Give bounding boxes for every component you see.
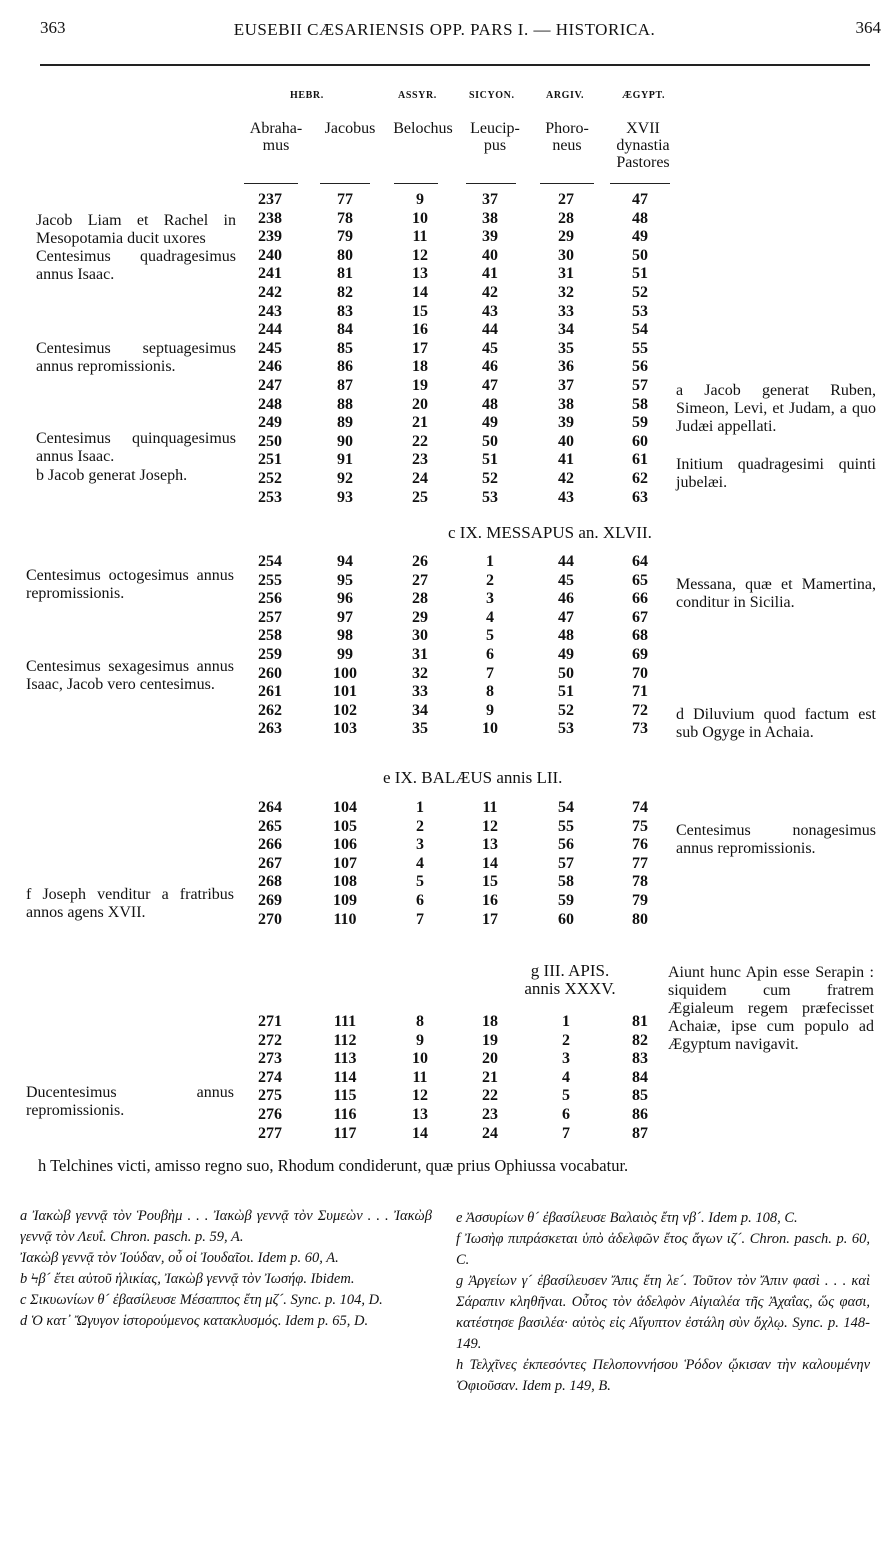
- table-cell: 253: [258, 488, 282, 506]
- table-cell: 21: [482, 1068, 498, 1086]
- table-cell: 82: [632, 1031, 648, 1049]
- table-cell: 260: [258, 664, 282, 682]
- table-cell: 11: [482, 799, 498, 816]
- table-cell: 113: [333, 1050, 357, 1068]
- footnote: b Ϟβ´ ἔτει αὐτοῦ ἡλικίας, Ἰακὼβ γεννᾷ τὸν Ἰωσήφ. Ibidem.: [20, 1271, 355, 1287]
- table-cell: 2: [486, 571, 494, 589]
- table-cell: 17: [412, 339, 428, 357]
- table-cell: 61: [632, 451, 648, 469]
- table-cell: 36: [558, 358, 574, 376]
- table-cell: 276: [258, 1106, 282, 1123]
- table-cell: 248: [258, 395, 282, 413]
- table-cell: 277: [258, 1124, 282, 1142]
- table-cell: 81: [337, 265, 353, 283]
- table-cell: 42: [558, 470, 574, 487]
- table-cell: 47: [482, 377, 498, 394]
- table-cell: 10: [482, 720, 498, 738]
- col-group-argiv: ARGIV.: [546, 90, 585, 101]
- table-cell: 1: [562, 1013, 570, 1030]
- section-heading: g III. APIS. annis XXXV.: [524, 961, 616, 998]
- table-cell: 38: [558, 395, 574, 413]
- left-note: Ducentesimus annus repromissionis.: [26, 1084, 234, 1119]
- table-cell: 72: [632, 701, 648, 719]
- table-cell: 34: [558, 321, 574, 339]
- table-cell: 24: [412, 470, 428, 487]
- table-cell: 54: [558, 799, 574, 816]
- table-cell: 13: [482, 836, 498, 854]
- table-cell: 19: [482, 1031, 498, 1049]
- table-cell: 14: [412, 284, 428, 301]
- footnotes-right: [456, 1208, 870, 1397]
- table-cell: 117: [333, 1124, 357, 1142]
- col-underline: [244, 183, 298, 184]
- table-cell: 105: [333, 817, 357, 835]
- table-cell: 246: [258, 358, 282, 376]
- table-cell: 48: [632, 209, 648, 227]
- table-cell: 51: [632, 265, 648, 283]
- footnote: d Ὁ κατ᾽ Ὤγυγον ἱστορούμενος κατακλυσμός. Idem p. 65, D.: [20, 1313, 369, 1329]
- table-cell: 43: [482, 302, 498, 320]
- table-cell: 38: [482, 209, 498, 227]
- table-cell: 12: [482, 817, 498, 835]
- left-note: f Joseph venditur a fratribus annos agens XVII.: [26, 886, 234, 921]
- table-cell: 255: [258, 571, 282, 589]
- left-note: b Jacob generat Joseph.: [36, 467, 188, 484]
- table-cell: 18: [412, 358, 428, 376]
- table-cell: 65: [632, 571, 648, 589]
- col-group-hebr: HEBR.: [290, 90, 324, 101]
- right-note: Messana, quæ et Mamertina, conditur in Sicilia.: [676, 576, 876, 611]
- table-cell: 27: [412, 571, 428, 589]
- table-cell: 109: [333, 892, 357, 909]
- page-number-right: 364: [855, 18, 881, 37]
- table-cell: 100: [333, 664, 357, 682]
- table-cell: 33: [558, 302, 574, 320]
- col-underline: [320, 183, 370, 184]
- table-cell: 52: [558, 701, 574, 719]
- table-cell: 70: [632, 664, 648, 682]
- table-cell: 106: [333, 836, 357, 854]
- section-heading: c IX. MESSAPUS an. XLVII.: [448, 523, 652, 542]
- table-cell: 23: [412, 451, 428, 469]
- table-cell: 25: [412, 488, 428, 506]
- table-cell: 55: [558, 817, 574, 835]
- col-pastores: XVII dynastia Pastores: [616, 120, 670, 171]
- table-cell: 14: [482, 854, 498, 872]
- table-cell: 56: [558, 836, 574, 854]
- table-cell: 39: [558, 414, 574, 432]
- table-cell: 84: [337, 321, 353, 339]
- table-cell: 35: [558, 339, 574, 357]
- table-cell: 241: [258, 265, 282, 283]
- table-cell: 44: [482, 321, 498, 339]
- table-cell: 26: [412, 553, 428, 570]
- col-leucippus: Leucip- pus: [470, 120, 520, 154]
- table-cell: 80: [337, 246, 353, 264]
- table-cell: 6: [562, 1106, 570, 1123]
- page-number-left: 363: [40, 18, 66, 37]
- table-cell: 259: [258, 646, 282, 663]
- table-cell: 242: [258, 284, 282, 301]
- section-heading: e IX. BALÆUS annis LII.: [383, 768, 563, 787]
- table-cell: 59: [632, 414, 648, 432]
- table-cell: 48: [558, 627, 574, 645]
- table-cell: 63: [632, 488, 648, 506]
- table-cell: 64: [632, 553, 648, 570]
- table-cell: 24: [482, 1124, 498, 1142]
- table-cell: 1: [416, 799, 424, 816]
- table-cell: 32: [412, 664, 428, 682]
- table-cell: 53: [632, 302, 648, 320]
- table-cell: 51: [558, 683, 574, 701]
- table-cell: 15: [412, 302, 428, 320]
- table-cell: 89: [337, 414, 353, 432]
- table-cell: 78: [632, 873, 648, 891]
- table-cell: 2: [416, 817, 424, 835]
- table-cell: 32: [558, 284, 574, 301]
- left-note: Centesimus septuagesimus annus repromissionis.: [36, 340, 236, 375]
- footnote: e Ἀσσυρίων θ´ ἐβασίλευσε Βαλαιὸς ἔτη νβ´. Idem p. 108, C.: [456, 1210, 798, 1226]
- table-cell: 15: [482, 873, 498, 891]
- table-cell: 258: [258, 627, 282, 645]
- table-cell: 243: [258, 302, 282, 320]
- table-cell: 251: [258, 451, 282, 469]
- table-cell: 16: [482, 892, 498, 909]
- table-cell: 14: [412, 1124, 428, 1142]
- table-cell: 3: [562, 1050, 570, 1068]
- table-cell: 98: [337, 627, 353, 645]
- table-cell: 237: [258, 191, 282, 208]
- col-belochus: Belochus: [393, 120, 453, 137]
- table-cell: 114: [333, 1068, 357, 1086]
- table-cell: 240: [258, 246, 282, 264]
- table-cell: 46: [558, 590, 574, 608]
- table-cell: 101: [333, 683, 357, 701]
- table-cell: 49: [558, 646, 574, 663]
- table-cell: 81: [632, 1013, 648, 1030]
- table-cell: 90: [337, 432, 353, 450]
- col-underline: [466, 183, 516, 184]
- table-cell: 104: [333, 799, 357, 816]
- table-cell: 20: [482, 1050, 498, 1068]
- table-cell: 57: [558, 854, 574, 872]
- table-cell: 116: [333, 1106, 357, 1123]
- table-cell: 60: [558, 910, 574, 928]
- table-cell: 111: [333, 1013, 357, 1030]
- table-cell: 41: [482, 265, 498, 283]
- table-cell: 247: [258, 377, 282, 394]
- table-cell: 269: [258, 892, 282, 909]
- table-cell: 275: [258, 1087, 282, 1105]
- table-cell: 3: [416, 836, 424, 854]
- left-note: Centesimus sexagesimus annus Isaac, Jacob vero centesimus.: [26, 658, 234, 693]
- table-cell: 49: [482, 414, 498, 432]
- left-note: Centesimus quinquagesimus annus Isaac.: [36, 430, 236, 465]
- table-cell: 34: [412, 701, 428, 719]
- table-cell: 54: [632, 321, 648, 339]
- table-cell: 4: [562, 1068, 570, 1086]
- table-cell: 10: [412, 1050, 428, 1068]
- table-cell: 254: [258, 553, 282, 570]
- footnote: h Τελχῖνες ἐκπεσόντες Πελοποννήσου Ῥόδον ᾤκισαν τὴν καλουμένην Ὀφιοῦσαν. Idem p. 149, B.: [456, 1357, 870, 1394]
- table-cell: 244: [258, 321, 282, 339]
- table-cell: 52: [632, 284, 648, 301]
- table-cell: 21: [412, 414, 428, 432]
- table-cell: 82: [337, 284, 353, 301]
- table-cell: 19: [412, 377, 428, 394]
- table-cell: 48: [482, 395, 498, 413]
- table-cell: 7: [562, 1124, 570, 1142]
- table-cell: 69: [632, 646, 648, 663]
- table-cell: 46: [482, 358, 498, 376]
- table-cell: 238: [258, 209, 282, 227]
- table-cell: 29: [412, 608, 428, 626]
- left-note: Jacob Liam et Rachel in Mesopotamia ducit uxores: [36, 212, 236, 247]
- table-cell: 52: [482, 470, 498, 487]
- table-cell: 75: [632, 817, 648, 835]
- table-cell: 40: [558, 432, 574, 450]
- table-cell: 87: [632, 1124, 648, 1142]
- table-cell: 12: [412, 1087, 428, 1105]
- table-cell: 29: [558, 228, 574, 246]
- table-cell: 274: [258, 1068, 282, 1086]
- table-cell: 83: [337, 302, 353, 320]
- table-cell: 268: [258, 873, 282, 891]
- table-cell: 73: [632, 720, 648, 738]
- table-cell: 8: [416, 1013, 424, 1030]
- table-cell: 263: [258, 720, 282, 738]
- footnote: Ἰακὼβ γεννᾷ τὸν Ἰούδαν, οὗ οἱ Ἰουδαῖοι. Idem p. 60, A.: [20, 1250, 339, 1266]
- col-group-assyr: ASSYR.: [398, 90, 437, 101]
- table-cell: 7: [486, 664, 494, 682]
- table-cell: 33: [412, 683, 428, 701]
- table-cell: 94: [337, 553, 353, 570]
- table-cell: 44: [558, 553, 574, 570]
- table-cell: 108: [333, 873, 357, 891]
- header-rule: [40, 64, 870, 66]
- footnote: f Ἰωσὴφ πιπράσκεται ὑπὸ ἀδελφῶν ἔτος ἄγων ιζ´. Chron. pasch. p. 60, C.: [456, 1231, 870, 1268]
- table-cell: 58: [632, 395, 648, 413]
- table-cell: 88: [337, 395, 353, 413]
- table-cell: 51: [482, 451, 498, 469]
- right-note: Initium quadragesimi quinti jubelæi.: [676, 456, 876, 491]
- table-cell: 97: [337, 608, 353, 626]
- table-cell: 252: [258, 470, 282, 487]
- table-cell: 31: [558, 265, 574, 283]
- table-cell: 262: [258, 701, 282, 719]
- table-cell: 47: [632, 191, 648, 208]
- table-cell: 27: [558, 191, 574, 208]
- table-cell: 245: [258, 339, 282, 357]
- table-cell: 85: [337, 339, 353, 357]
- footnotes-left: [20, 1206, 432, 1332]
- col-underline: [394, 183, 438, 184]
- table-cell: 103: [333, 720, 357, 738]
- table-cell: 85: [632, 1087, 648, 1105]
- table-cell: 256: [258, 590, 282, 608]
- col-underline: [610, 183, 670, 184]
- table-cell: 28: [412, 590, 428, 608]
- table-cell: 37: [482, 191, 498, 208]
- table-cell: 3: [486, 590, 494, 608]
- table-cell: 266: [258, 836, 282, 854]
- table-cell: 249: [258, 414, 282, 432]
- table-cell: 5: [416, 873, 424, 891]
- table-cell: 13: [412, 1106, 428, 1123]
- running-title: EUSEBII CÆSARIENSIS OPP. PARS I. — HISTORICA.: [233, 20, 656, 39]
- table-cell: 2: [562, 1031, 570, 1049]
- table-cell: 50: [632, 246, 648, 264]
- table-cell: 11: [412, 1068, 428, 1086]
- table-cell: 30: [412, 627, 428, 645]
- table-cell: 45: [482, 339, 498, 357]
- table-cell: 12: [412, 246, 428, 264]
- table-cell: 78: [337, 209, 353, 227]
- table-cell: 265: [258, 817, 282, 835]
- table-cell: 110: [333, 910, 357, 928]
- table-cell: 4: [486, 608, 494, 626]
- table-cell: 6: [486, 646, 494, 663]
- table-cell: 264: [258, 799, 282, 816]
- table-cell: 40: [482, 246, 498, 264]
- table-cell: 55: [632, 339, 648, 357]
- table-cell: 272: [258, 1031, 282, 1049]
- table-cell: 10: [412, 209, 428, 227]
- table-cell: 77: [632, 854, 648, 872]
- table-cell: 92: [337, 470, 353, 487]
- table-cell: 86: [337, 358, 353, 376]
- table-cell: 84: [632, 1068, 648, 1086]
- table-cell: 5: [562, 1087, 570, 1105]
- table-cell: 30: [558, 246, 574, 264]
- h-note: h Telchines victi, amisso regno suo, Rhodum condiderunt, quæ prius Ophiussa vocabatur.: [38, 1156, 629, 1175]
- table-cell: 91: [337, 451, 353, 469]
- col-abrahamus: Abraha- mus: [249, 120, 303, 154]
- table-cell: 95: [337, 571, 353, 589]
- right-note: d Diluvium quod factum est sub Ogyge in Achaia.: [676, 706, 876, 741]
- table-cell: 18: [482, 1013, 498, 1030]
- table-cell: 28: [558, 209, 574, 227]
- table-cell: 11: [412, 228, 428, 246]
- table-cell: 112: [333, 1031, 357, 1049]
- right-note: Centesimus nonagesimus annus repromissionis.: [676, 822, 876, 857]
- table-cell: 16: [412, 321, 428, 339]
- table-cell: 9: [416, 191, 424, 208]
- table-cell: 17: [482, 910, 498, 928]
- table-cell: 1: [486, 553, 494, 570]
- table-cell: 68: [632, 627, 648, 645]
- right-note: Aiunt hunc Apin esse Serapin : siquidem cum fratrem Ægialeum regem præfecisset Achaiæ, ipse cum populo ad Ægyptum navigavit.: [668, 964, 874, 1053]
- table-cell: 58: [558, 873, 574, 891]
- table-cell: 7: [416, 910, 424, 928]
- table-cell: 22: [482, 1087, 498, 1105]
- table-cell: 53: [558, 720, 574, 738]
- col-group-aegypt: ÆGYPT.: [622, 90, 666, 101]
- table-cell: 86: [632, 1106, 648, 1123]
- table-cell: 45: [558, 571, 574, 589]
- table-cell: 99: [337, 646, 353, 663]
- table-cell: 267: [258, 854, 282, 872]
- table-cell: 43: [558, 488, 574, 506]
- col-underline: [540, 183, 594, 184]
- table-cell: 6: [416, 892, 424, 909]
- table-cell: 9: [416, 1031, 424, 1049]
- table-cell: 20: [412, 395, 428, 413]
- table-cell: 273: [258, 1050, 282, 1068]
- table-cell: 31: [412, 646, 428, 663]
- table-cell: 76: [632, 836, 648, 854]
- table-cell: 96: [337, 590, 353, 608]
- table-cell: 107: [333, 854, 357, 872]
- table-cell: 270: [258, 910, 282, 928]
- table-cell: 102: [333, 701, 357, 719]
- table-cell: 71: [632, 683, 648, 701]
- table-cell: 53: [482, 488, 498, 506]
- table-cell: 50: [482, 432, 498, 450]
- table-cell: 23: [482, 1106, 498, 1123]
- table-cell: 67: [632, 608, 648, 626]
- table-cell: 22: [412, 432, 428, 450]
- table-cell: 56: [632, 358, 648, 376]
- col-jacobus: Jacobus: [324, 120, 376, 137]
- footnote: g Ἀργείων γ´ ἐβασίλευσεν Ἄπις ἔτη λε´. Τοῦτον τὸν Ἄπιν φασὶ . . . καὶ Σάραπιν κληθῆναι. Οὗτος τὸν ἀδελφὸν Αἰγιαλέα τῆς Ἀχαΐας, ὥς φασι, κατέστησε βασιλέα· αὐτὸς εἰς Αἴγυπτον ἐστάλη σὺν ὄχλῳ. Sync. p. 148-149.: [456, 1273, 870, 1352]
- table-cell: 257: [258, 608, 282, 626]
- table-cell: 39: [482, 228, 498, 246]
- col-phoroneus: Phoro- neus: [545, 120, 589, 154]
- table-cell: 83: [632, 1050, 648, 1068]
- table-cell: 4: [416, 854, 424, 872]
- table-cell: 93: [337, 488, 353, 506]
- table-cell: 47: [558, 608, 574, 626]
- table-cell: 57: [632, 377, 648, 394]
- table-cell: 77: [337, 191, 353, 208]
- table-cell: 87: [337, 377, 353, 394]
- table-cell: 35: [412, 720, 428, 738]
- table-cell: 62: [632, 470, 648, 487]
- table-cell: 42: [482, 284, 498, 301]
- col-group-sicyon: SICYON.: [469, 90, 515, 101]
- table-cell: 8: [486, 683, 494, 701]
- table-cell: 261: [258, 683, 282, 701]
- table-cell: 79: [632, 892, 648, 909]
- right-note: a Jacob generat Ruben, Simeon, Levi, et Judam, a quo Judæi appellati.: [676, 382, 876, 435]
- table-cell: 74: [632, 799, 648, 816]
- left-note: Centesimus quadragesimus annus Isaac.: [36, 248, 236, 283]
- table-cell: 41: [558, 451, 574, 469]
- table-cell: 5: [486, 627, 494, 645]
- table-cell: 66: [632, 590, 648, 608]
- footnote: a Ἰακὼβ γεννᾷ τὸν Ῥουβὴμ . . . Ἰακὼβ γεννᾷ τὸν Συμεὼν . . . Ἰακὼβ γεννᾷ τὸν Λευΐ. Chron. pasch. p. 59, A.: [20, 1208, 432, 1245]
- table-cell: 239: [258, 228, 282, 246]
- left-note: Centesimus octogesimus annus repromissionis.: [26, 567, 234, 602]
- table-cell: 80: [632, 910, 648, 928]
- table-cell: 59: [558, 892, 574, 909]
- footnote: c Σικυωνίων θ´ ἐβασίλευσε Μέσαππος ἔτη μζ´. Sync. p. 104, D.: [20, 1292, 383, 1308]
- table-cell: 250: [258, 432, 282, 450]
- table-cell: 271: [258, 1013, 282, 1030]
- table-cell: 37: [558, 377, 574, 394]
- table-cell: 9: [486, 701, 494, 719]
- table-cell: 50: [558, 664, 574, 682]
- table-cell: 13: [412, 265, 428, 283]
- table-cell: 60: [632, 432, 648, 450]
- table-cell: 79: [337, 228, 353, 246]
- table-cell: 49: [632, 228, 648, 246]
- table-cell: 115: [333, 1087, 357, 1105]
